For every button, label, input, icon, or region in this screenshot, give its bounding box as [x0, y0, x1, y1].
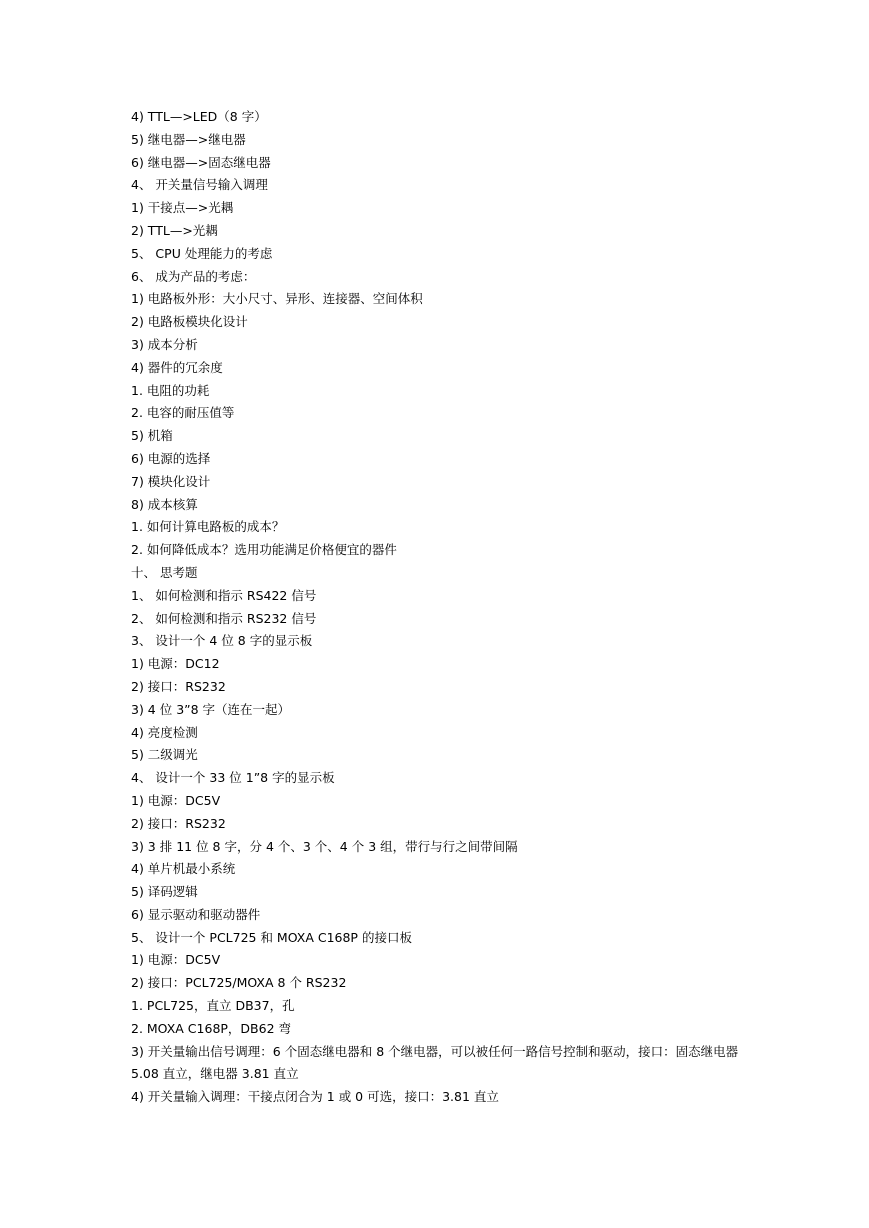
text-line: 2) TTL—>光耦: [131, 222, 218, 238]
text-line: 5) 机箱: [131, 428, 173, 444]
section-heading: 6、 成为产品的考虑：: [131, 268, 256, 284]
text-line: 5) 译码逻辑: [131, 884, 198, 900]
text-line: 2. 电容的耐压值等: [131, 405, 235, 421]
section-heading: 1、 如何检测和指示 RS422 信号: [131, 587, 317, 603]
text-line: 4) TTL—>LED（8 字）: [131, 109, 267, 124]
text-line: 3) 4 位 3”8 字（连在一起）: [131, 701, 291, 717]
text-line: 5) 二级调光: [131, 747, 198, 763]
document-body: [131, 106, 771, 1109]
text-line: 4) 器件的冗余度: [131, 359, 223, 375]
text-line: 8) 成本核算: [131, 496, 198, 512]
text-line: 1) 电源：DC12: [131, 656, 220, 672]
section-heading: 5、 CPU 处理能力的考虑: [131, 245, 273, 261]
section-heading: 4、 开关量信号输入调理: [131, 177, 268, 193]
text-line: 1. 电阻的功耗: [131, 382, 210, 398]
section-heading: 5、 设计一个 PCL725 和 MOXA C168P 的接口板: [131, 929, 412, 945]
text-line: 7) 模块化设计: [131, 473, 211, 489]
text-line: 4) 单片机最小系统: [131, 861, 236, 877]
text-line: 2) 接口：PCL725/MOXA 8 个 RS232: [131, 975, 347, 991]
text-line: 2. 如何降低成本？选用功能满足价格便宜的器件: [131, 542, 397, 558]
text-line: 2) 接口：RS232: [131, 815, 226, 831]
text-line: 4) 开关量输入调理：干接点闭合为 1 或 0 可选，接口：3.81 直立: [131, 1089, 499, 1105]
text-line: 6) 显示驱动和驱动器件: [131, 906, 261, 922]
text-line: 3) 成本分析: [131, 336, 198, 352]
section-heading: 2、 如何检测和指示 RS232 信号: [131, 610, 317, 626]
text-line: 4) 亮度检测: [131, 724, 198, 740]
text-line: 5) 继电器—>继电器: [131, 131, 246, 147]
text-line: 2. MOXA C168P，DB62 弯: [131, 1020, 292, 1036]
text-line: 6) 电源的选择: [131, 450, 211, 466]
text-line: 2) 电路板模块化设计: [131, 314, 248, 330]
text-line: 1. 如何计算电路板的成本？: [131, 519, 285, 535]
text-line-wrapped: 3) 开关量输出信号调理：6 个固态继电器和 8 个继电器，可以被任何一路信号控制和驱动，接口：固态继电器 5.08 直立，继电器 3.81 直立: [131, 1043, 739, 1082]
text-line: 3) 3 排 11 位 8 字，分 4 个、3 个、4 个 3 组，带行与行之间带间隔: [131, 838, 518, 854]
text-line: 1. PCL725，直立 DB37，孔: [131, 998, 295, 1014]
text-line: 1) 电路板外形：大小尺寸、异形、连接器、空间体积: [131, 291, 423, 307]
text-line: 1) 电源：DC5V: [131, 952, 221, 968]
text-line: 1) 电源：DC5V: [131, 792, 221, 808]
text-line: 6) 继电器—>固态继电器: [131, 154, 271, 170]
text-line: 1) 干接点—>光耦: [131, 200, 234, 216]
section-heading: 3、 设计一个 4 位 8 字的显示板: [131, 633, 313, 649]
text-line: 2) 接口：RS232: [131, 678, 226, 694]
section-heading: 4、 设计一个 33 位 1”8 字的显示板: [131, 770, 335, 786]
chapter-heading: 十、 思考题: [131, 564, 198, 580]
